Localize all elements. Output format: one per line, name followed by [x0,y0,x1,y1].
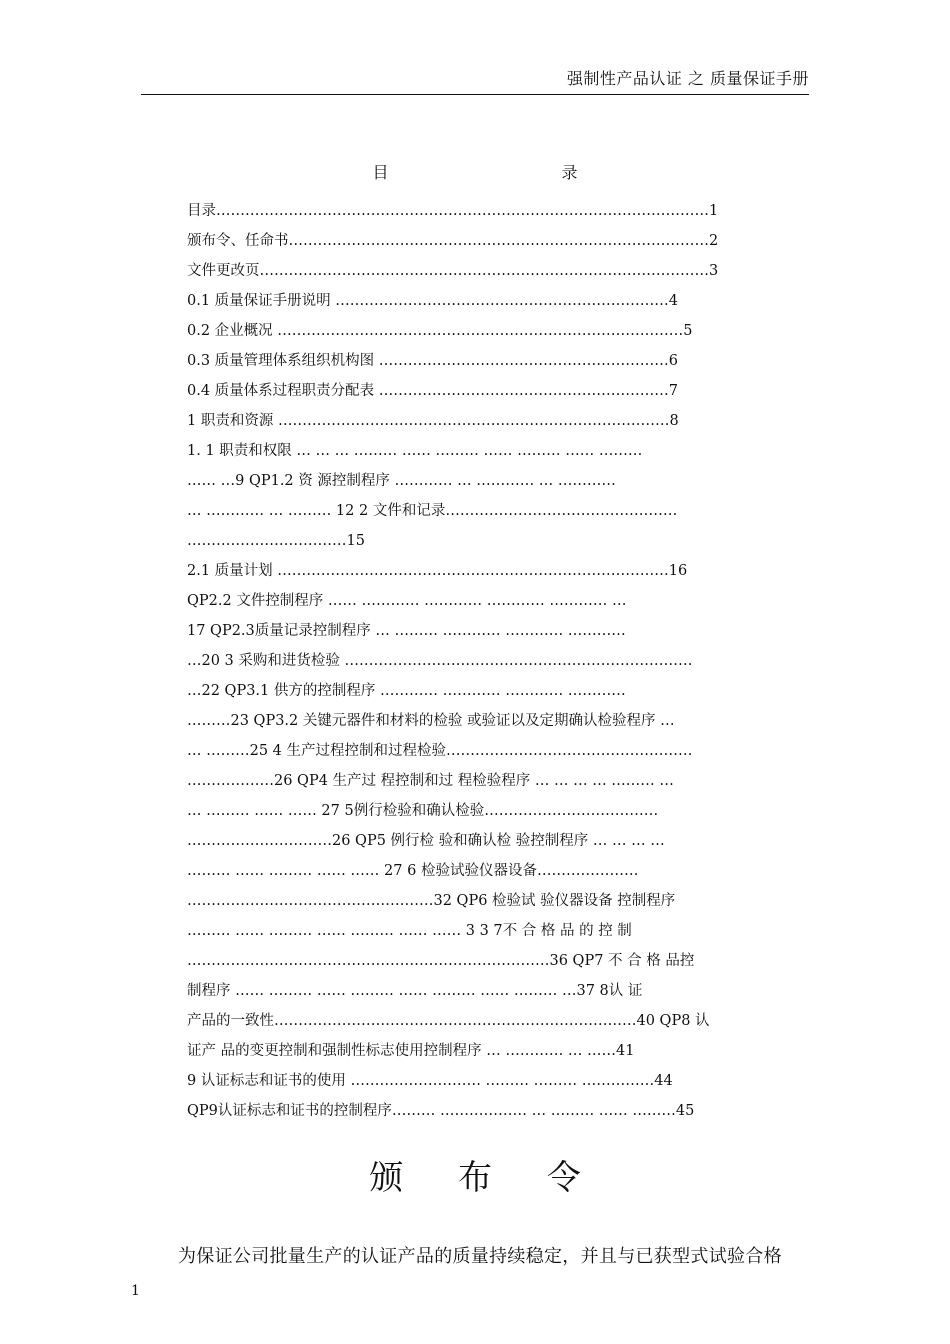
toc-entry: 颁布令、任命书……………………………………………………………………………2 [187,233,719,249]
toc-entry: … ……… …… …… 27 5例行检验和确认检验……………………………… [187,803,659,819]
toc-entry: …20 3 采购和进货检验 ……………………………………………………………… [187,653,693,669]
toc-entry: QP2.2 文件控制程序 …… ………… ………… ………… ………… … [187,593,627,609]
toc-entry: …22 QP3.1 供方的控制程序 ………… ………… ………… ………… [187,683,626,699]
toc-entry: 目录…………………………………………………………………………………………1 [187,203,719,219]
toc-entry: 17 QP2.3质量记录控制程序 … ……… ………… ………… ………… [187,623,626,639]
toc-entry: 0.3 质量管理体系组织机构图 ……………………………………………………6 [187,353,679,369]
table-of-contents [187,196,817,1126]
toc-entry: 1 职责和资源 ………………………………………………………………………8 [187,413,679,429]
decree-title: 颁 布 令 [369,1158,603,1198]
toc-entry: …… …9 QP1.2 资 源控制程序 ………… … ………… … ………… [187,473,616,489]
toc-entry: …………………………26 QP5 例行检 验和确认检 验控制程序 … … … … [187,833,665,849]
toc-entry: 1. 1 职责和权限 … … … ……… …… ……… …… ……… …… ……… [187,443,643,459]
toc-entry: QP9认证标志和证书的控制程序……… ……………… … ……… …… ………45 [187,1103,695,1119]
header-divider [141,94,809,95]
toc-entry: ……………………………………………32 QP6 检验试 验仪器设备 控制程序 [187,893,676,909]
toc-entry: 证产 品的变更控制和强制性标志使用控制程序 … ………… … ……41 [187,1043,635,1059]
toc-entry: ……… …… ……… …… ……… …… …… 3 3 7不 合 格 品 的 控 制 [187,923,632,939]
header-title: 强制性产品认证 之 质量保证手册 [566,69,809,88]
toc-entry: … ………… … ……… 12 2 文件和记录………………………………………… [187,503,678,519]
toc-entry: 0.1 质量保证手册说明 ……………………………………………………………4 [187,293,679,309]
toc-entry: … ………25 4 生产过程控制和过程检验…………………………………………… [187,743,693,759]
toc-entry: 0.2 企业概况 …………………………………………………………………………5 [187,323,693,339]
toc-entry: 0.4 质量体系过程职责分配表 ……………………………………………………7 [187,383,679,399]
toc-entry: 产品的一致性…………………………………………………………………40 QP8 认 [187,1013,710,1029]
toc-entry: ……… …… ……… …… …… 27 6 检验试验仪器设备………………… [187,863,639,879]
page-number: 1 [131,1283,140,1299]
toc-entry: 文件更改页…………………………………………………………………………………3 [187,263,719,279]
toc-entry: ………………26 QP4 生产过 程控制和过 程检验程序 … … … … ……… … [187,773,674,789]
toc-entry: ……………………………15 [187,533,365,549]
toc-entry: …………………………………………………………………36 QP7 不 合 格 品控 [187,953,695,969]
decree-paragraph: 为保证公司批量生产的认证产品的质量持续稳定，并且与已获型式试验合格 [178,1246,782,1267]
toc-entry: ………23 QP3.2 关键元器件和材料的检验 或验证以及定期确认检验程序 … [187,713,675,729]
toc-title: 目 录 [372,163,662,182]
toc-entry: 2.1 质量计划 ………………………………………………………………………16 [187,563,688,579]
toc-entry: 制程序 …… ……… …… ……… …… ……… …… ……… …37 8认 证 [187,983,643,999]
toc-entry: 9 认证标志和证书的使用 ……………………… ……… ……… ……………44 [187,1073,673,1089]
